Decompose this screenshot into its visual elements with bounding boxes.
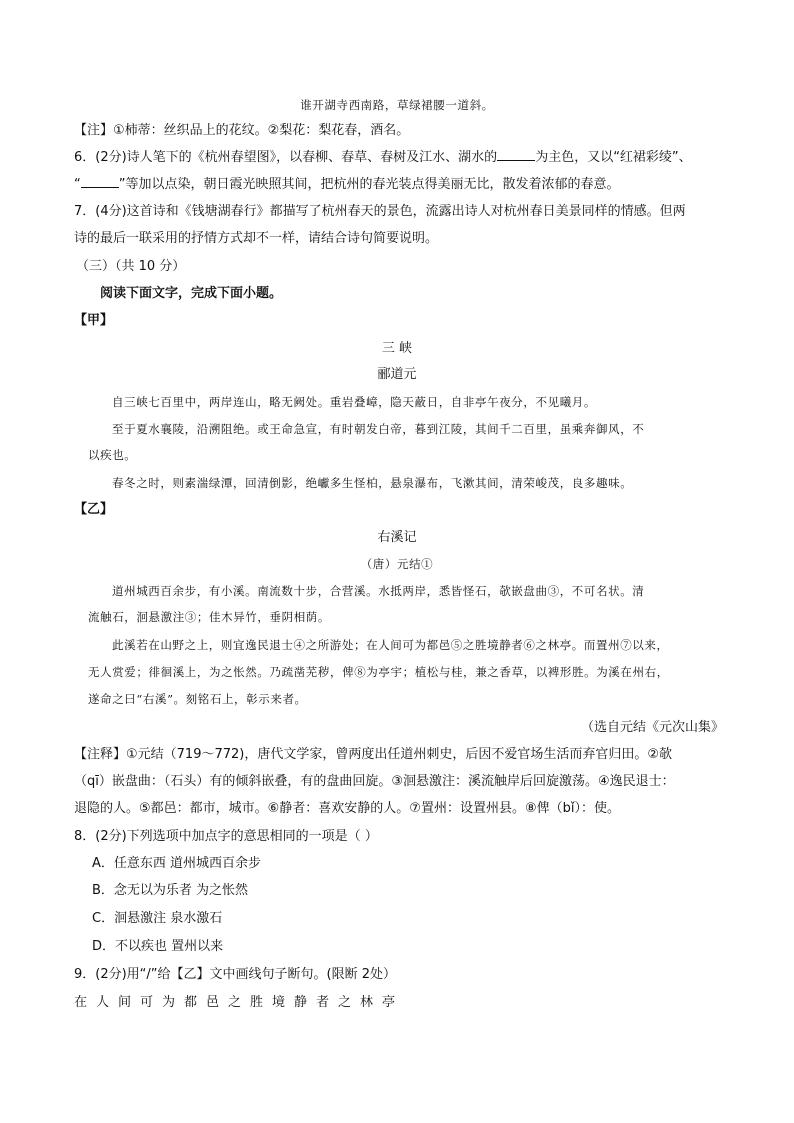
annotation-line-3: 退隐的人。⑤都邑：都市，城市。⑥静者：喜欢安静的人。⑦置州：设置州县。⑧俾（bǐ）：使。: [74, 801, 620, 816]
q6-quote-open: “: [74, 177, 81, 192]
passage-jia-paragraph-2a: 至于夏水襄陵，沿溯阻绝。或王命急宣，有时朝发白帝，暮到江陵，其间千二百里，虽乘奔御风，不: [112, 422, 645, 436]
annotation-line-1: 【注释】①元结（719～772)，唐代文学家，曾两度出任道州刺史，后因不爱官场生活而弃官归田。②欹: [74, 747, 673, 762]
passage-jia-paragraph-1: 自三峡七百里中，两岸连山，略无阙处。重岩叠嶂，隐天蔽日，自非亭午夜分，不见曦月。: [112, 395, 596, 409]
q6-text-b: 为主色，又以“红裙彩绫”、: [535, 150, 692, 165]
section-3-label: （三）（共 10 分）: [76, 259, 186, 274]
passage-yi-source: （选自元结《元次山集》: [580, 720, 724, 735]
question-8-option-c: C．洄悬激注 泉水激石: [92, 911, 223, 926]
question-8-option-b: B．念无以为乐者 为之怅然: [92, 883, 249, 898]
passage-jia-author: 郦道元: [377, 367, 417, 382]
question-8-option-d: D．不以疾也 置州以来: [92, 939, 224, 954]
q6-blank-2[interactable]: [81, 174, 119, 188]
annotation-line-2: （qī）嵌盘曲：（石头）有的倾斜嵌叠，有的盘曲回旋。③洄悬激注：溪流触岸后回旋激荡。④逸民退士：: [74, 774, 675, 789]
passage-jia-label: 【甲】: [74, 313, 114, 328]
passage-yi-label: 【乙】: [74, 502, 114, 517]
question-9-stem: 9．(2分)用“/”给【乙】文中画线句子断句。(限断 2处）: [74, 967, 397, 982]
q6-blank-1[interactable]: [497, 147, 535, 161]
question-6-line-2: [74, 174, 724, 196]
poem-note: 【注】①柿蒂：丝织品上的花纹。②梨花：梨花春，酒名。: [74, 123, 410, 138]
passage-jia-paragraph-3: 春冬之时，则素湍绿潭，回清倒影，绝巘多生怪柏，悬泉瀑布，飞漱其间，清荣峻茂，良多趣味。: [112, 476, 633, 490]
passage-yi-paragraph-1a: 道州城西百余步，有小溪。南流数十步，合营溪。水抵两岸，悉皆怪石，欹嵌盘曲③，不可名状。清: [112, 584, 645, 598]
poem-last-line: 谁开湖寺西南路，草绿裙腰一道斜。: [300, 98, 494, 112]
question-8-stem: 8．(2分)下列选项中加点字的意思相同的一项是（ ）: [74, 829, 378, 844]
passage-yi-paragraph-2a: 此溪若在山野之上，则宜逸民退士④之所游处；在人间可为都邑⑤之胜境静者⑥之林亭。而置州⑦以来，: [112, 638, 669, 652]
question-6-line-1: [74, 147, 724, 169]
section-3-instruction: 阅读下面文字，完成下面小题。: [100, 286, 283, 301]
passage-jia-paragraph-2b: 以疾也。: [88, 448, 137, 462]
passage-yi-paragraph-2b: 无人赏爱；徘徊溪上，为之怅然。乃疏凿芜秽，俾⑧为亭宇；植松与桂，兼之香草，以裨形胜。为溪在州右，: [88, 665, 669, 679]
question-8-option-a: A．任意东西 道州城西百余步: [92, 856, 262, 871]
passage-yi-author: （唐）元结①: [360, 557, 434, 571]
q6-text-c: ”等加以点染，朝日霞光映照其间，把杭州的春光装点得美丽无比，散发着浓郁的春意。: [118, 177, 620, 192]
passage-yi-title: 右溪记: [377, 530, 417, 545]
passage-jia-title: 三 峡: [381, 341, 413, 356]
passage-yi-paragraph-1b: 流触石，洄悬激注③；佳木异竹，垂阴相荫。: [88, 610, 330, 624]
q6-text-a: 6．(2分)诗人笔下的《杭州春望图》，以春柳、春草、春树及江水、湖水的: [74, 150, 498, 165]
passage-yi-paragraph-2c: 遂命之曰“右溪”。刻铭石上，彰示来者。: [88, 692, 307, 706]
question-9-sentence: 在人间可为都邑之胜境静者之林亭: [74, 995, 405, 1010]
question-7-line-1: 7．(4分)这首诗和《钱塘湖春行》都描写了杭州春天的景色，流露出诗人对杭州春日美景同样的情感。但两: [74, 204, 686, 219]
question-7-line-2: 诗的最后一联采用的抒情方式却不一样，请结合诗句简要说明。: [74, 231, 439, 246]
